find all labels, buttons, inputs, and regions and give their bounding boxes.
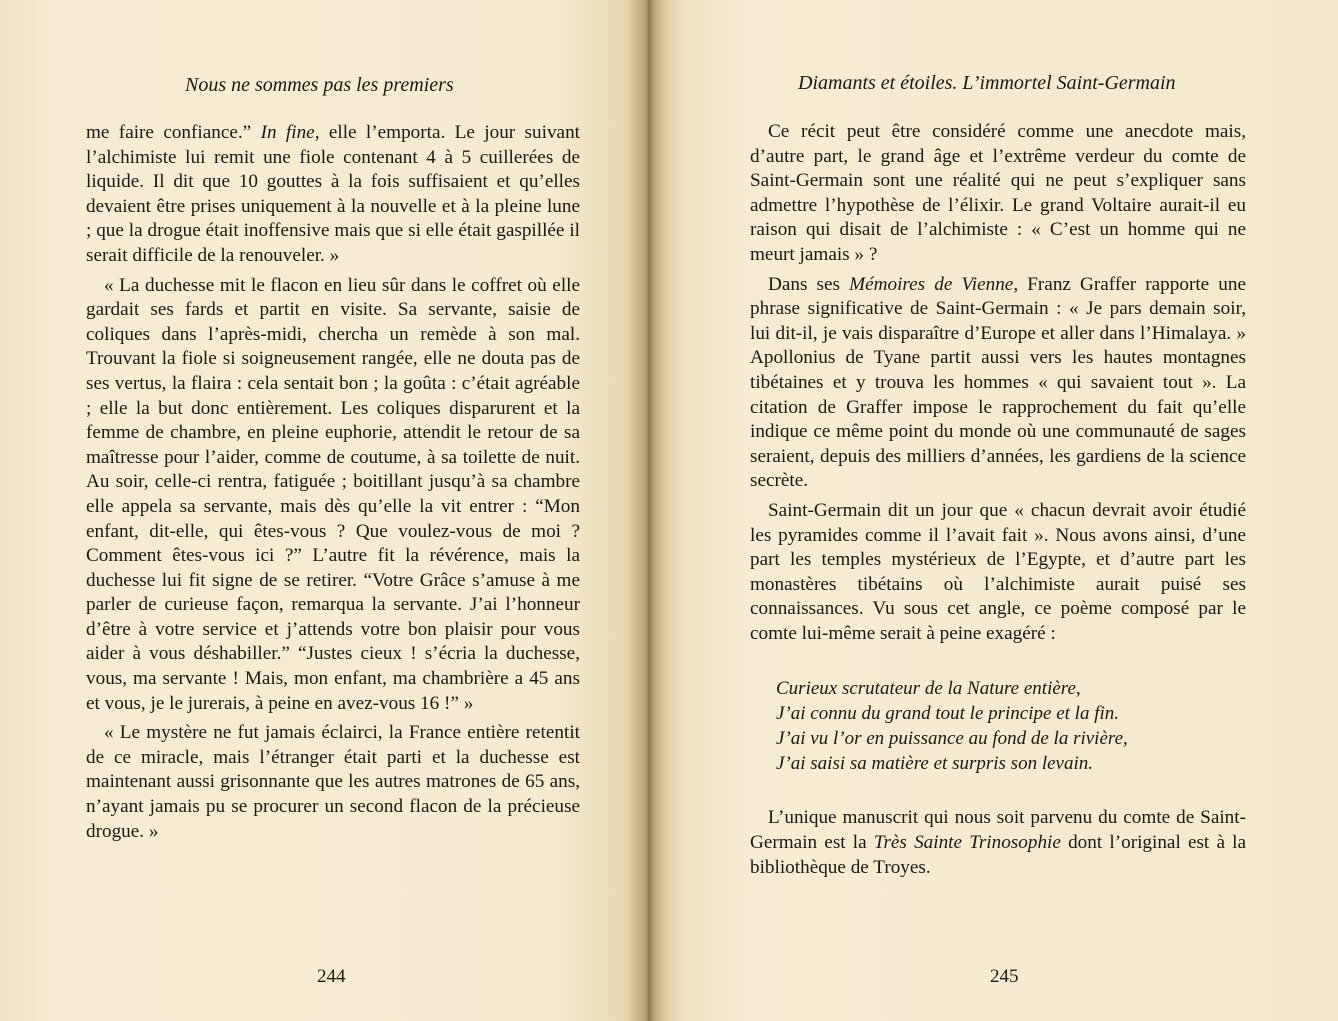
right-page (648, 0, 1338, 1021)
italic-title: Très Sainte Trinosophie (873, 832, 1061, 854)
poem-line: J’ai vu l’or en puissance au fond de la rivière, (776, 728, 1128, 750)
paragraph (750, 273, 1246, 494)
paragraph-text: L’unique manuscrit qui nous soit parvenu du comte de Saint-Germain est la (750, 807, 1246, 854)
right-paragraphs-after-poem (750, 806, 1246, 880)
paragraph (750, 499, 1246, 647)
paragraph-text: Dans ses (768, 273, 850, 295)
paragraph-text: « Le mystère ne fut jamais éclairci, la France entière retentit de ce miracle, mais l’étranger était parti et la duchesse est maintenant aussi grisonnante que les autres matrones de 65 ans, n’ayant jamais pu se procurer un second flacon de la précieuse drogue. » (86, 722, 580, 842)
page-number-right: 245 (990, 966, 1019, 987)
paragraph (86, 121, 580, 269)
paragraph-text: « La duchesse mit le flacon en lieu sûr dans le coffret où elle gardait ses fards et partit en visite. Sa servante, saisie de coliques dans l’après-midi, chercha un remède à son mal. Trouvant la fiole si soigneusement rangée, elle ne douta pas de ses vertus, la flaira : cela sentait bon ; la goûta : c’était agréable ; elle la but donc entièrement. Les coliques disparurent et la femme de chambre, en pleine euphorie, attendit le retour de sa maîtresse pour l’aider, comme de coutume, à sa toilette de nuit. Au soir, celle-ci rentra, fatiguée ; boitillant jusqu’à sa chambre elle appela sa servante, mais dès qu’elle la vit entrer : “Mon enfant, dit-elle, qui êtes-vous ? Que voulez-vous de moi ? Comment êtes-vous ici ?” L’autre fit la révérence, mais la duchesse lui fit signe de se retirer. “Votre Grâce s’amuse à me parler de curieuse façon, remarqua la servante. J’ai l’honneur d’être à votre service et j’attends votre bon plaisir pour vous aider à vous déshabiller.” “Justes cieux ! s’écria la duchesse, vous, ma servante ! Mais, mon enfant, ma chambrière a 45 ans et vous, je le jurerais, à peine en avez-vous 16 !” » (86, 274, 580, 714)
paragraph-text: Saint-Germain dit un jour que « chacun devrait avoir étudié les pyramides comme il l’avait fait ». Nous avons ainsi, d’une part les temples mystérieux de l’Egypte, et d’autre part les monastères tibétains où l’alchimiste aurait puisé ses connaissances. Vu sous cet angle, ce poème composé par le comte lui-même serait à peine exagéré : (750, 499, 1246, 644)
running-head-right: Diamants et étoiles. L’immortel Saint-Germain (798, 72, 1176, 94)
italic-title: Mémoires de Vienne, (849, 273, 1019, 295)
running-head-left: Nous ne sommes pas les premiers (185, 74, 454, 96)
italic-title: In fine, (260, 122, 320, 143)
paragraph (750, 120, 1246, 268)
paragraph (86, 721, 580, 844)
paragraph-text: me faire confiance.” (86, 122, 261, 143)
left-page (0, 0, 648, 1021)
paragraph-text: elle l’emporta. Le jour suivant l’alchimiste lui remit une fiole contenant 4 à 5 cuillerées de liquide. Il dit que 10 gouttes à la fois suffisaient et qu’elles devaient être prises uniquement à la nouvelle et à la pleine lune ; que la drogue était inoffensive mais que si elle était gaspillée il serait difficile de la renouveler. » (86, 122, 580, 266)
paragraph-text: Ce récit peut être considéré comme une anecdote mais, d’autre part, le grand âge et l’extrême verdeur du comte de Saint-Germain sont une réalité qui ne peut s’expliquer sans admettre l’hypothèse de l’élixir. Le grand Voltaire aurait-il eu raison qui disait de l’alchimiste : « C’est un homme qui ne meurt jamais » ? (750, 121, 1246, 265)
poem-line: J’ai saisi sa matière et surpris son levain. (776, 753, 1093, 775)
right-paragraphs-before-poem (750, 120, 1246, 646)
poem-line: J’ai connu du grand tout le principe et la fin. (776, 703, 1120, 725)
paragraph (86, 274, 580, 717)
left-page-body (86, 121, 580, 844)
poem (776, 676, 1246, 776)
paragraph (750, 806, 1246, 880)
paragraph-text: dont l’original est à la bibliothèque de Troyes. (750, 832, 1246, 878)
paragraph-text: Franz Graffer rapporte une phrase significative de Saint-Germain : « Je pars demain soir, lui dit-il, je vais disparaître d’Europe et aller dans l’Himalaya. » Apollonius de Tyane partit aussi vers les hautes montagnes tibétaines et y trouva les hommes « qui savaient tout ». La citation de Graffer impose le rapprochement du fait qu’elle indique ce même point du monde où une communauté de sages seraient, depuis des milliers d’années, les gardiens de la science secrète. (750, 273, 1246, 492)
poem-line: Curieux scrutateur de la Nature entière, (776, 678, 1081, 700)
page-number-left: 244 (317, 966, 346, 987)
right-page-body (750, 120, 1246, 880)
